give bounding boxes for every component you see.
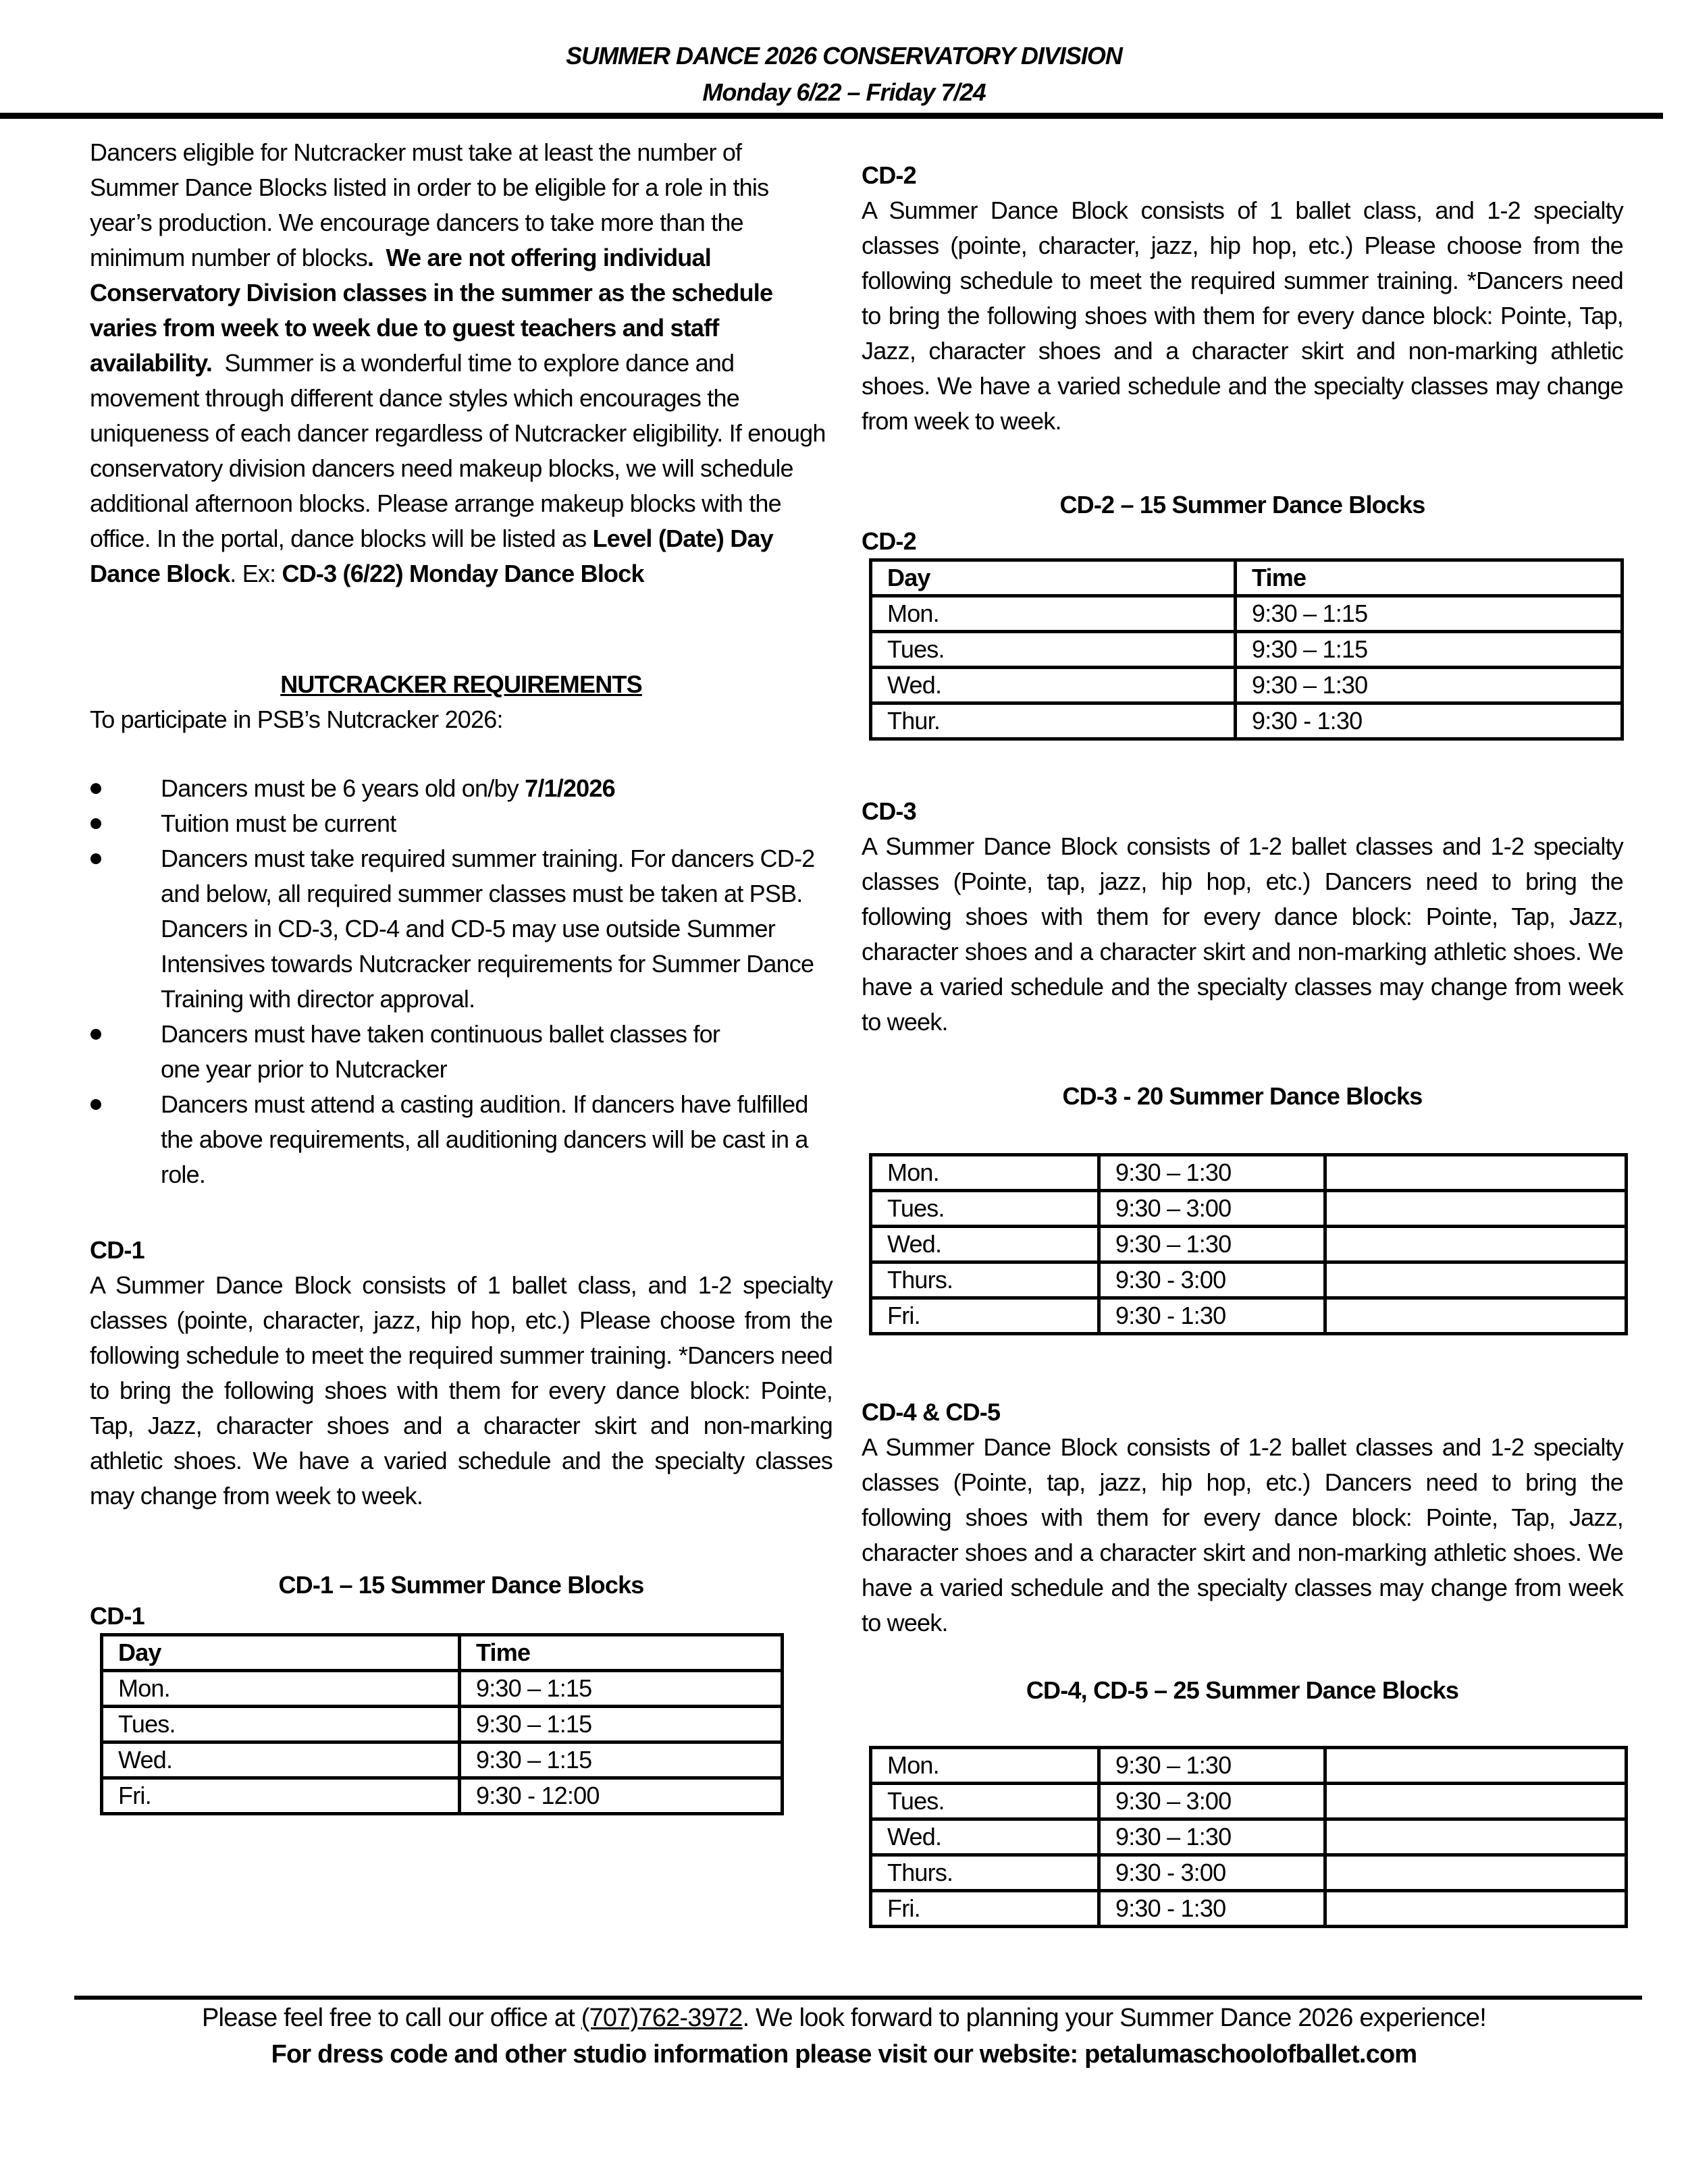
- empty-cell: [1325, 1191, 1627, 1227]
- cd3-schedule-table: [869, 1153, 1628, 1335]
- column-header-time: Time: [1236, 560, 1623, 596]
- footer-contact-text-after: . We look forward to planning your Summer Dance 2026 experience!: [742, 2004, 1486, 2032]
- time-cell: 9:30 – 1:30: [1236, 668, 1623, 703]
- time-cell: 9:30 - 3:00: [1099, 1855, 1325, 1891]
- column-header-day: Day: [871, 560, 1236, 596]
- cd2-heading: CD-2: [862, 161, 916, 189]
- table-row: [871, 596, 1623, 632]
- header-divider: [0, 113, 1663, 119]
- table-row: [871, 703, 1623, 739]
- day-cell: Wed.: [871, 1819, 1099, 1855]
- day-cell: Mon.: [102, 1671, 460, 1707]
- requirement-text: Dancers must have taken continuous ballet classes for one year prior to Nutcracker: [161, 1020, 720, 1083]
- empty-cell: [1325, 1155, 1627, 1191]
- requirement-text: Tuition must be current: [161, 809, 396, 837]
- table-header-row: [871, 560, 1623, 596]
- time-cell: 9:30 - 1:30: [1236, 703, 1623, 739]
- table-row: [102, 1707, 783, 1742]
- table-row: [102, 1742, 783, 1778]
- day-cell: Tues.: [871, 1191, 1099, 1227]
- day-cell: Tues.: [102, 1707, 460, 1742]
- bullet-icon: [90, 1099, 101, 1110]
- cd45-description: A Summer Dance Block consists of 1-2 ballet classes and 1-2 specialty classes (Pointe, tap, jazz, hip hop, etc.) Dancers need to bring the following shoes with them for every dance block: Pointe, Tap, Jazz, character shoes and a character skirt and non-marking athletic shoes. We have a varied schedule and the specialty classes may change from week to week.: [862, 1433, 1623, 1636]
- cd3-heading: CD-3: [862, 797, 916, 825]
- bullet-icon: [90, 853, 101, 864]
- date-range: Monday 6/22 – Friday 7/24: [702, 78, 986, 106]
- requirement-text: Dancers must attend a casting audition. If dancers have fulfilled the above requirements, all auditioning dancers will be cast in a role.: [161, 1090, 808, 1188]
- intro-example: CD-3 (6/22) Monday Dance Block: [282, 560, 644, 587]
- bullet-icon: [90, 818, 101, 829]
- column-header-time: Time: [460, 1635, 783, 1671]
- time-cell: 9:30 – 3:00: [1099, 1784, 1325, 1819]
- intro-bold-notice: We are not offering individual Conservatory Division classes in the summer as the schedule varies from week to week due to guest teachers and staff availability.: [90, 244, 773, 377]
- time-cell: 9:30 - 3:00: [1099, 1262, 1325, 1298]
- cd45-heading: CD-4 & CD-5: [862, 1398, 1001, 1426]
- requirement-date: 7/1/2026: [525, 774, 615, 802]
- cd1-description: A Summer Dance Block consists of 1 ballet class, and 1-2 specialty classes (pointe, character, jazz, hip hop, etc.) Please choose from the following schedule to meet the required summer training. *Dancers need to bring the following shoes with them for every dance block: Pointe, Tap, Jazz, character shoes and a character skirt and non-marking athletic shoes. We have a varied schedule and the specialty classes may change from week to week.: [90, 1271, 833, 1510]
- cd1-heading: CD-1: [90, 1236, 144, 1264]
- intro-paragraph: [90, 135, 833, 591]
- time-cell: 9:30 – 3:00: [1099, 1191, 1325, 1227]
- footer-contact-text: Please feel free to call our office at: [202, 2004, 581, 2032]
- table-row: [102, 1778, 783, 1814]
- table-row: [871, 1784, 1627, 1819]
- day-cell: Mon.: [871, 596, 1236, 632]
- cd2-schedule-table: [869, 558, 1624, 741]
- cd3-description: A Summer Dance Block consists of 1-2 ballet classes and 1-2 specialty classes (Pointe, tap, jazz, hip hop, etc.) Dancers need to bring the following shoes with them for every dance block: Pointe, Tap, Jazz, character shoes and a character skirt and non-marking athletic shoes. We have a varied schedule and the specialty classes may change from week to week.: [862, 832, 1623, 1036]
- footer-divider: [74, 1996, 1642, 2000]
- intro-period: .: [367, 244, 374, 271]
- bullet-icon: [90, 783, 101, 794]
- empty-cell: [1325, 1784, 1627, 1819]
- table-row: [871, 1891, 1627, 1927]
- time-cell: 9:30 – 1:15: [460, 1671, 783, 1707]
- requirement-item: [126, 1087, 835, 1192]
- cd45-schedule-table: [869, 1746, 1628, 1928]
- cd1-table-label: CD-1: [90, 1602, 144, 1630]
- time-cell: 9:30 - 12:00: [460, 1778, 783, 1814]
- requirements-list: [126, 771, 835, 1192]
- table-header-row: [102, 1635, 783, 1671]
- empty-cell: [1325, 1262, 1627, 1298]
- day-cell: Fri.: [102, 1778, 460, 1814]
- day-cell: Mon.: [871, 1155, 1099, 1191]
- cd1-blocks-title: CD-1 – 15 Summer Dance Blocks: [278, 1571, 644, 1599]
- footer-website-line: For dress code and other studio information please visit our website: petalumaschoolofballet.com: [271, 2040, 1417, 2069]
- time-cell: 9:30 – 1:30: [1099, 1155, 1325, 1191]
- empty-cell: [1325, 1748, 1627, 1784]
- cd2-table-label: CD-2: [862, 527, 916, 555]
- footer-contact-line: [0, 2004, 1688, 2033]
- table-row: [871, 668, 1623, 703]
- day-cell: Tues.: [871, 1784, 1099, 1819]
- bullet-icon: [90, 1029, 101, 1040]
- day-cell: Wed.: [871, 1227, 1099, 1262]
- time-cell: 9:30 – 1:30: [1099, 1819, 1325, 1855]
- table-row: [871, 1819, 1627, 1855]
- time-cell: 9:30 – 1:30: [1099, 1227, 1325, 1262]
- intro-portal-format: Level (Date) Day Dance Block: [90, 525, 773, 587]
- time-cell: 9:30 – 1:15: [1236, 632, 1623, 668]
- column-header-day: Day: [102, 1635, 460, 1671]
- table-row: [871, 1191, 1627, 1227]
- requirement-text: Dancers must be 6 years old on/by: [161, 774, 525, 802]
- intro-text-1: Dancers eligible for Nutcracker must take at least the number of Summer Dance Blocks listed in order to be eligible for a role in this year’s production. We encourage dancers to take more than the minimum number of blocks: [90, 138, 769, 271]
- empty-cell: [1325, 1855, 1627, 1891]
- cd2-blocks-title: CD-2 – 15 Summer Dance Blocks: [1059, 491, 1425, 518]
- table-row: [871, 1748, 1627, 1784]
- empty-cell: [1325, 1891, 1627, 1927]
- time-cell: 9:30 – 1:15: [1236, 596, 1623, 632]
- requirements-heading: NUTCRACKER REQUIREMENTS: [280, 670, 642, 698]
- cd2-description: A Summer Dance Block consists of 1 ballet class, and 1-2 specialty classes (pointe, character, jazz, hip hop, etc.) Please choose from the following schedule to meet the required summer training. *Dancers need to bring the following shoes with them for every dance block: Pointe, Tap, Jazz, character shoes and a character skirt and non-marking athletic shoes. We have a varied schedule and the specialty classes may change from week to week.: [862, 196, 1623, 435]
- day-cell: Wed.: [102, 1742, 460, 1778]
- day-cell: Wed.: [871, 668, 1236, 703]
- requirement-item: [126, 806, 835, 841]
- table-row: [871, 632, 1623, 668]
- empty-cell: [1325, 1298, 1627, 1334]
- phone-link[interactable]: (707)762-3972: [581, 2004, 743, 2032]
- cd1-schedule-table: [100, 1633, 784, 1815]
- cd3-blocks-title: CD-3 - 20 Summer Dance Blocks: [1062, 1082, 1423, 1110]
- time-cell: 9:30 – 1:30: [1099, 1748, 1325, 1784]
- cd45-blocks-title: CD-4, CD-5 – 25 Summer Dance Blocks: [1026, 1676, 1459, 1704]
- requirement-item: [126, 841, 835, 1017]
- page-title: SUMMER DANCE 2026 CONSERVATORY DIVISION: [566, 42, 1122, 70]
- empty-cell: [1325, 1227, 1627, 1262]
- table-row: [871, 1155, 1627, 1191]
- time-cell: 9:30 - 1:30: [1099, 1891, 1325, 1927]
- time-cell: 9:30 - 1:30: [1099, 1298, 1325, 1334]
- requirement-item: [126, 1017, 835, 1087]
- day-cell: Tues.: [871, 632, 1236, 668]
- day-cell: Mon.: [871, 1748, 1099, 1784]
- table-row: [871, 1298, 1627, 1334]
- requirements-lead: To participate in PSB’s Nutcracker 2026:: [90, 705, 503, 733]
- empty-cell: [1325, 1819, 1627, 1855]
- table-row: [871, 1855, 1627, 1891]
- day-cell: Thurs.: [871, 1262, 1099, 1298]
- table-row: [102, 1671, 783, 1707]
- table-row: [871, 1227, 1627, 1262]
- intro-text-2: Summer is a wonderful time to explore dance and movement through different dance styles which encourages the uniqueness of each dancer regardless of Nutcracker eligibility. If enough conservatory division dancers need makeup blocks, we will schedule additional afternoon blocks. Please arrange makeup blocks with the office. In the portal, dance blocks will be listed as: [90, 349, 826, 552]
- day-cell: Thur.: [871, 703, 1236, 739]
- table-row: [871, 1262, 1627, 1298]
- requirement-text: Dancers must take required summer training. For dancers CD-2 and below, all required summer classes must be taken at PSB. Dancers in CD-3, CD-4 and CD-5 may use outside Summer Intensives towards Nutcracker requirements for Summer Dance Training with director approval.: [161, 845, 815, 1013]
- requirement-item: [126, 771, 835, 806]
- day-cell: Thurs.: [871, 1855, 1099, 1891]
- day-cell: Fri.: [871, 1891, 1099, 1927]
- intro-text-3: . Ex:: [230, 560, 276, 587]
- day-cell: Fri.: [871, 1298, 1099, 1334]
- time-cell: 9:30 – 1:15: [460, 1742, 783, 1778]
- time-cell: 9:30 – 1:15: [460, 1707, 783, 1742]
